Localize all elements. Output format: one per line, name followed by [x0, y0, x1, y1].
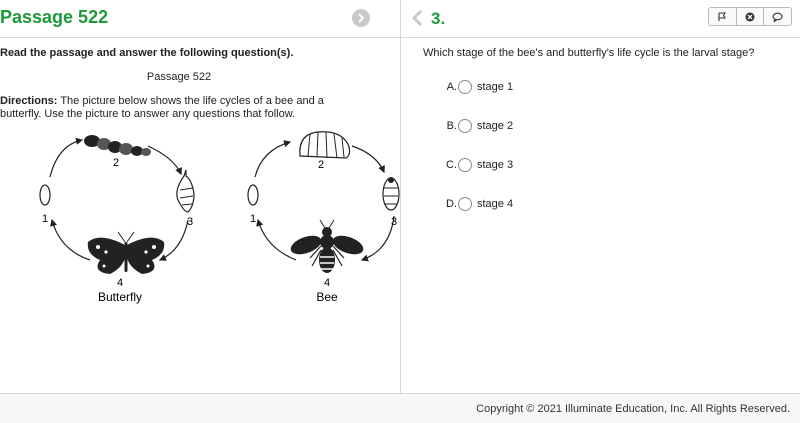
butterfly-icon — [88, 232, 165, 274]
question-text: Which stage of the bee's and butterfly's life cycle is the larval stage? — [423, 47, 755, 59]
butterfly-stage-2: 2 — [112, 157, 120, 169]
radio-button[interactable] — [458, 80, 472, 94]
bee-caption: Bee — [316, 290, 338, 304]
copyright-text: Copyright © 2021 Illuminate Education, Inc. All Rights Reserved. — [476, 403, 790, 415]
passage-header — [0, 0, 400, 38]
chevron-left-icon[interactable] — [411, 9, 425, 27]
question-tools — [708, 7, 792, 26]
comment-icon — [772, 12, 783, 22]
radio-button[interactable] — [458, 197, 472, 211]
option-label: stage 1 — [477, 81, 514, 93]
next-passage-button[interactable] — [352, 9, 370, 27]
butterfly-stage-3: 3 — [186, 216, 194, 228]
question-pane — [401, 0, 800, 393]
passage-name: Passage 522 — [146, 71, 212, 83]
pupa-icon — [383, 177, 399, 210]
bee-icon — [288, 220, 366, 273]
question-number: 3. — [431, 9, 446, 28]
caterpillar-icon — [84, 135, 151, 156]
option-letter: A. — [446, 81, 457, 93]
butterfly-stage-1: 1 — [41, 213, 49, 225]
butterfly-stage-4: 4 — [116, 277, 124, 289]
directions-text: The picture below shows the life cycles of a bee and a butterfly. Use the picture to answer any questions that follow. — [0, 95, 324, 120]
larva-icon — [300, 132, 350, 158]
option-label: stage 4 — [477, 198, 514, 210]
passage-pane — [0, 0, 400, 393]
question-header — [401, 0, 800, 38]
flag-icon — [717, 12, 727, 22]
bee-cycle — [248, 132, 399, 304]
option-letter: C. — [446, 159, 457, 171]
chrysalis-icon — [177, 170, 194, 212]
chevron-right-icon — [356, 13, 366, 23]
butterfly-egg — [40, 185, 50, 205]
bee-egg — [248, 185, 258, 205]
directions — [0, 95, 360, 121]
bee-stage-2: 2 — [317, 159, 325, 171]
answer-option-a[interactable] — [443, 79, 513, 95]
flag-button[interactable] — [709, 8, 737, 25]
passage-title: Passage 522 — [0, 7, 109, 27]
radio-button[interactable] — [458, 158, 472, 172]
option-letter: D. — [446, 198, 457, 210]
option-label: stage 2 — [477, 120, 514, 132]
answer-option-b[interactable] — [443, 118, 513, 134]
option-label: stage 3 — [477, 159, 514, 171]
directions-label: Directions: — [0, 95, 58, 107]
life-cycle-diagram — [0, 120, 400, 320]
radio-button[interactable] — [458, 119, 472, 133]
footer — [0, 393, 800, 423]
comment-button[interactable] — [764, 8, 791, 25]
instructions: Read the passage and answer the following question(s). — [0, 47, 294, 59]
answer-option-d[interactable] — [443, 196, 513, 212]
butterfly-cycle — [40, 135, 194, 304]
bee-stage-1: 1 — [249, 213, 257, 225]
option-letter: B. — [446, 120, 457, 132]
bee-stage-3: 3 — [390, 216, 398, 228]
eliminate-button[interactable] — [737, 8, 765, 25]
bee-stage-4: 4 — [323, 277, 331, 289]
eliminate-icon — [745, 12, 755, 22]
answer-option-c[interactable] — [443, 157, 513, 173]
butterfly-caption: Butterfly — [97, 290, 143, 304]
